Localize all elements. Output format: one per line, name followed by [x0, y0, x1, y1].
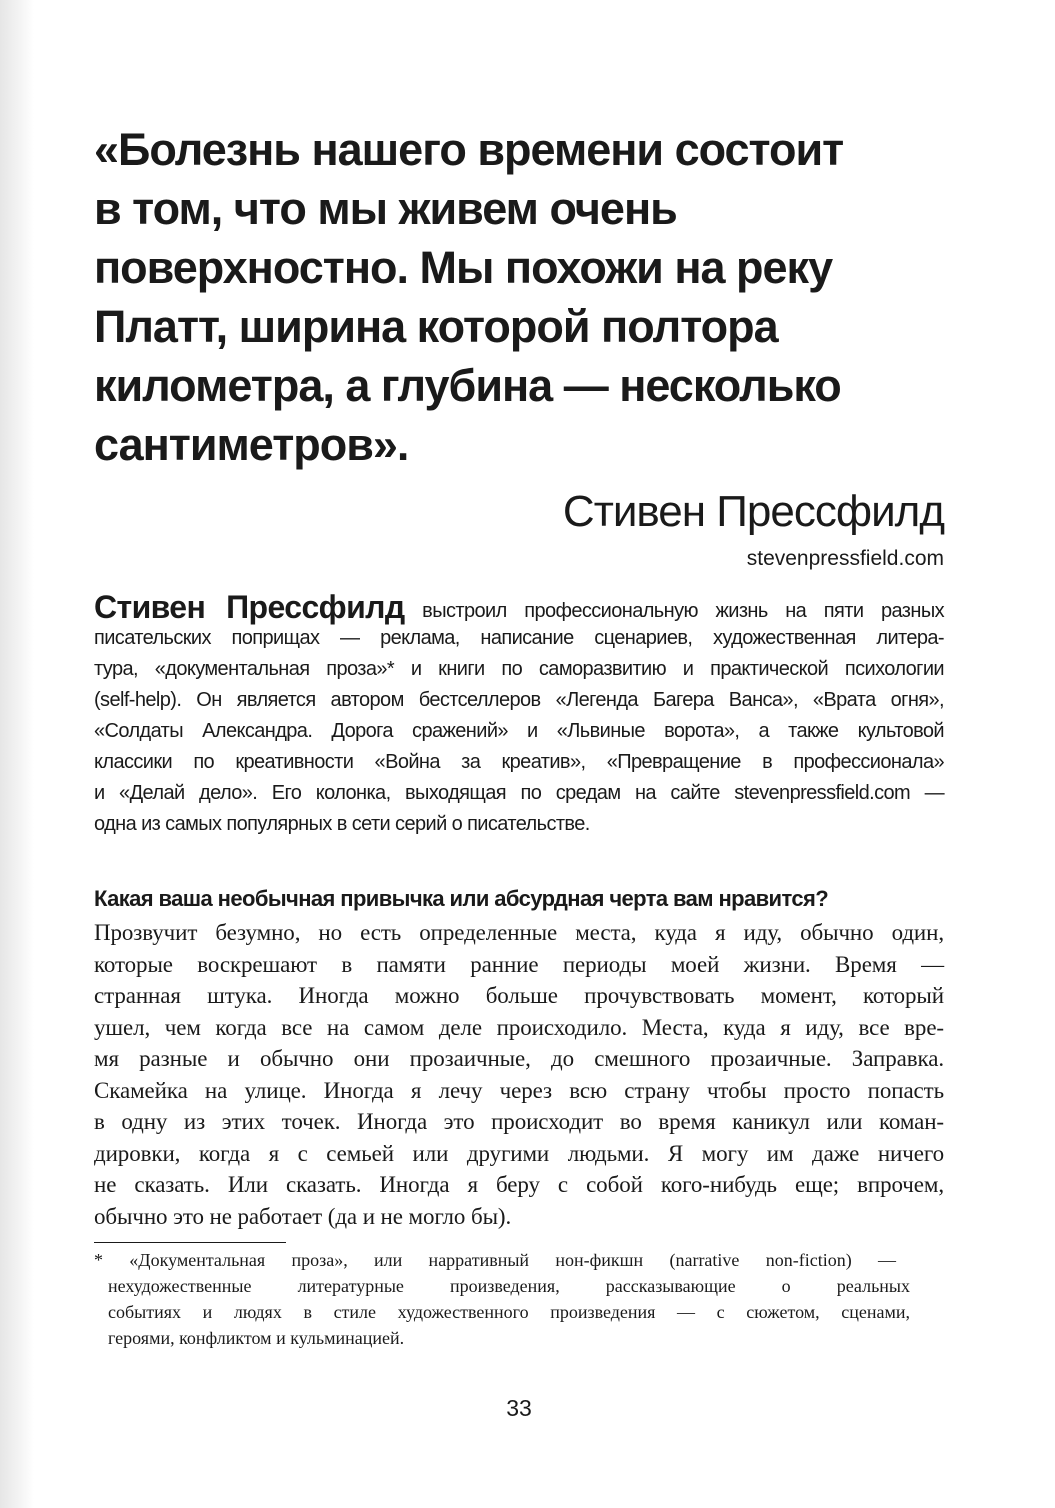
footnote-line: нехудожественные литературные произведения, рассказывающие о реальных — [108, 1276, 910, 1296]
answer-line: не сказать. Или сказать. Иногда я беру с собой кого-нибудь еще; впрочем, — [94, 1172, 944, 1197]
bio-line: писательских поприщах — реклама, написание сценариев, художественная литера- — [94, 627, 944, 649]
footnote-line: героями, конфликтом и кульминацией. — [108, 1328, 405, 1348]
bio-line — [94, 589, 944, 625]
epigraph-website: stevenpressfield.com — [746, 547, 944, 570]
bio-line-text: выстроил профессиональную жизнь на пяти разных — [404, 600, 944, 622]
bio-line: тура, «документальная проза»* и книги по саморазвитию и практической психологии — [94, 658, 944, 680]
footnote-divider — [94, 1242, 286, 1243]
answer-line: дировки, когда я с семьей или другими людьми. Я могу им даже ничего — [94, 1140, 944, 1166]
author-bio — [94, 589, 944, 840]
epigraph-quote — [94, 120, 964, 474]
book-gutter-shadow — [0, 0, 34, 1508]
epigraph-line: Платт, ширина которой полтора — [94, 301, 778, 352]
bio-author-name: Стивен Прессфилд — [94, 589, 405, 625]
interview-question: Какая ваша необычная привычка или абсурдная черта вам нравится? — [94, 886, 829, 911]
bio-line: одна из самых популярных в сети серий о писательстве. — [94, 813, 590, 835]
epigraph-line: поверхностно. Мы похожи на реку — [94, 242, 833, 293]
bio-line: и «Делай дело». Его колонка, выходящая по средам на сайте stevenpressfield.com — — [94, 782, 944, 804]
answer-line: мя разные и обычно они прозаичные, до смешного прозаичные. Заправка. — [94, 1046, 944, 1071]
epigraph-line: километра, а глубина — несколько — [94, 360, 841, 411]
epigraph-line: сантиметров». — [94, 419, 409, 470]
epigraph-author: Стивен Прессфилд — [562, 487, 944, 536]
answer-line: которые воскрешают в памяти ранние периоды моей жизни. Время — — [94, 951, 944, 977]
bio-line: (self-help). Он является автором бестселлеров «Легенда Багера Ванса», «Врата огня», — [94, 689, 944, 711]
answer-line: Скамейка на улице. Иногда я лечу через всю страну чтобы просто попасть — [94, 1077, 944, 1103]
answer-line: ушел, чем когда все на самом деле происходило. Места, куда я иду, все вре- — [94, 1014, 944, 1040]
answer-line: странная штука. Иногда можно больше прочувствовать момент, который — [94, 983, 944, 1008]
answer-line: в одну из этих точек. Иногда это происходит во время каникул или коман- — [94, 1109, 944, 1134]
epigraph-line: «Болезнь нашего времени состоит — [94, 124, 844, 175]
footnote-line: событиях и людях в стиле художественного произведения — с сюжетом, сценами, — [108, 1302, 910, 1322]
epigraph-line: в том, что мы живем очень — [94, 183, 677, 234]
bio-line: «Солдаты Александра. Дорога сражений» и «Львиные ворота», а также культовой — [94, 720, 944, 742]
bio-line: классики по креативности «Война за креатив», «Превращение в профессионала» — [94, 751, 944, 773]
page-number: 33 — [506, 1395, 532, 1421]
footnote — [94, 1247, 944, 1351]
footnote-line: * «Документальная проза», или нарративный нон-фикшн (narrative non-fiction) — — [94, 1250, 896, 1270]
interview-answer — [94, 917, 944, 1232]
answer-line: обычно это не работает (да и не могло бы). — [94, 1203, 512, 1229]
answer-line: Прозвучит безумно, но есть определенные места, куда я иду, обычно один, — [94, 920, 944, 945]
